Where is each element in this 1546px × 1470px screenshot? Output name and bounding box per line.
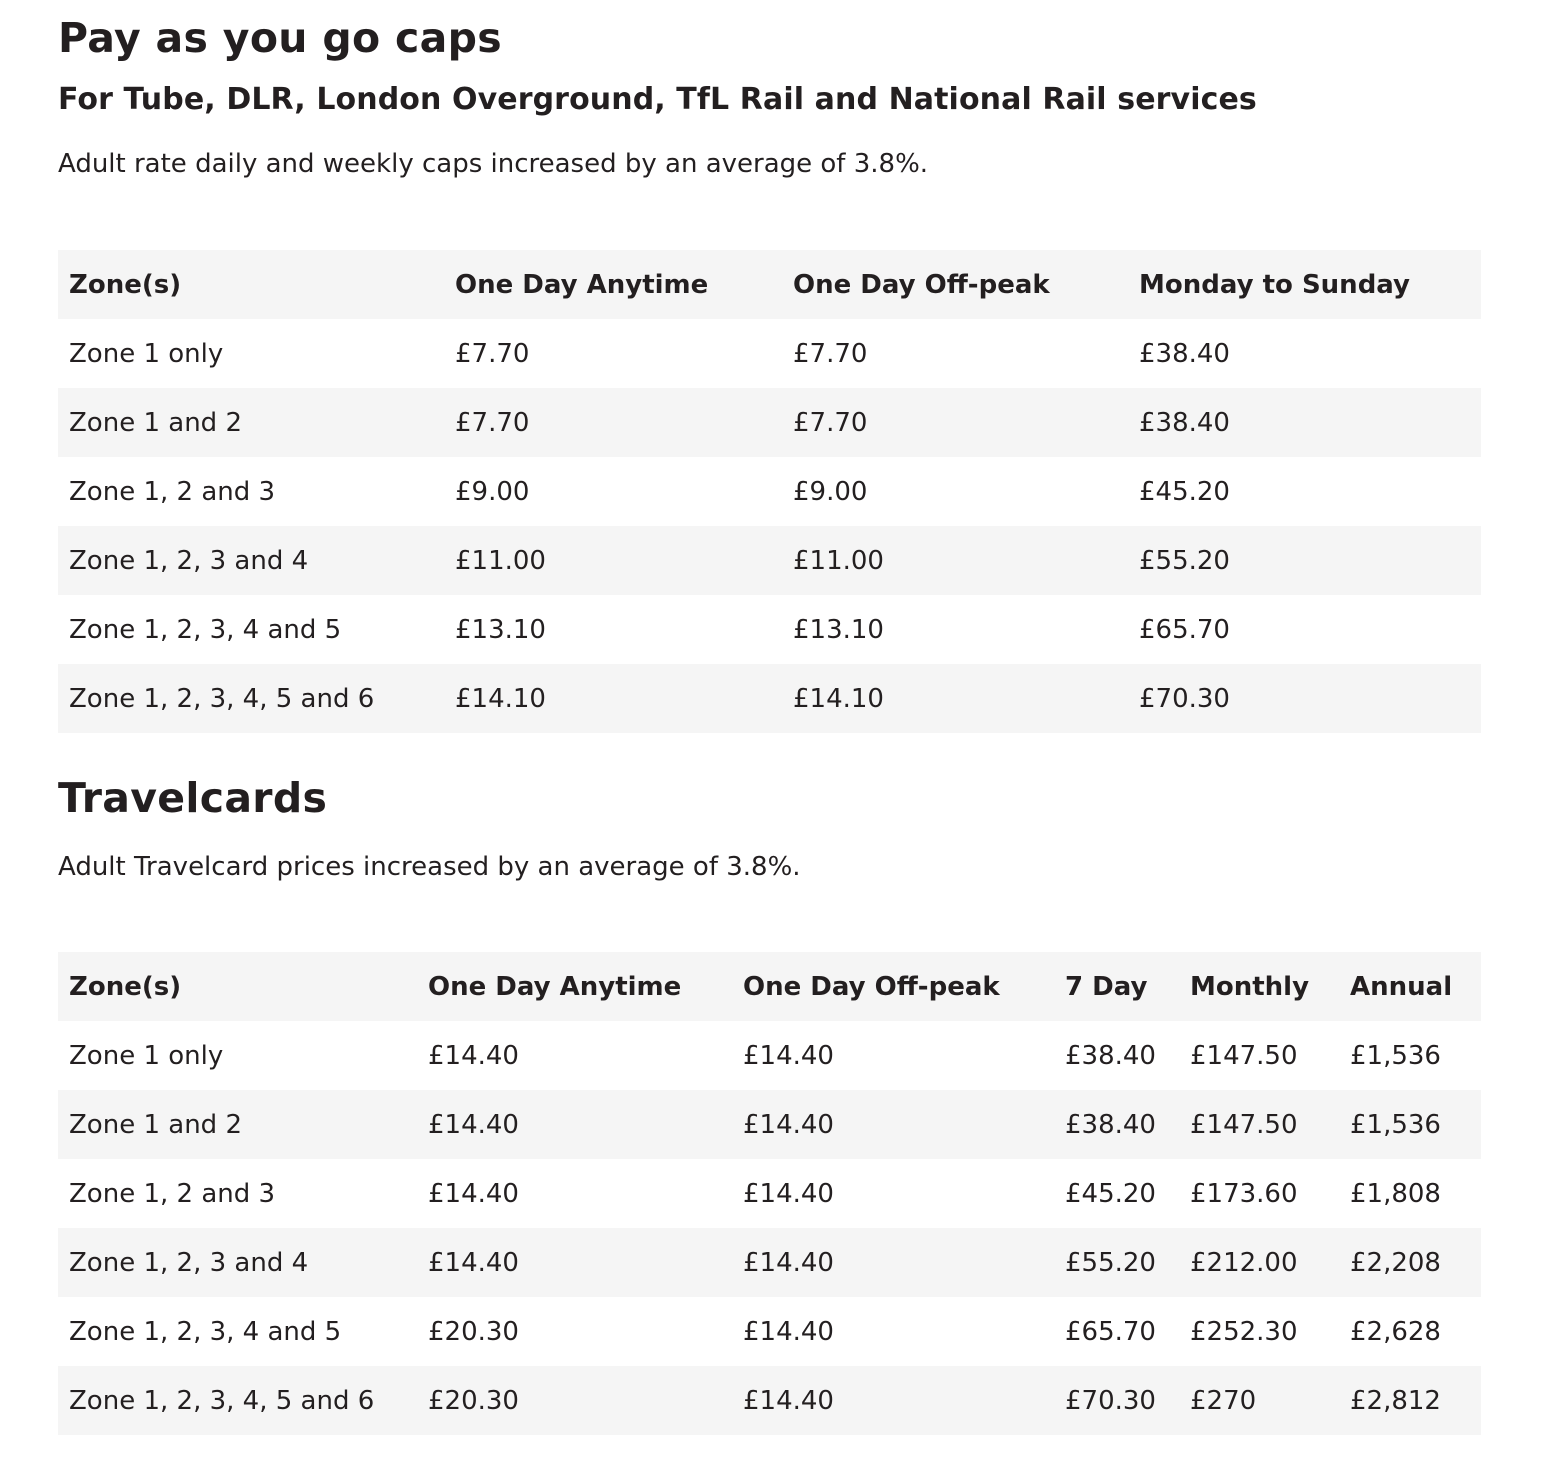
payg-caps-table [58, 250, 1481, 733]
zone-cell: Zone 1, 2, 3, 4, 5 and 6 [58, 664, 444, 733]
fare-cell: £212.00 [1179, 1228, 1339, 1297]
column-header: One Day Anytime [444, 250, 782, 319]
column-header: Annual [1339, 952, 1481, 1021]
table-row [58, 595, 1481, 664]
fare-cell: £7.70 [782, 388, 1128, 457]
fare-cell: £14.10 [782, 664, 1128, 733]
column-header: Zone(s) [58, 952, 417, 1021]
fare-cell: £13.10 [444, 595, 782, 664]
travelcards-intro: Adult Travelcard prices increased by an average of 3.8%. [58, 852, 801, 882]
travelcards-heading: Travelcards [58, 774, 328, 822]
zone-cell: Zone 1, 2, 3, 4, 5 and 6 [58, 1366, 417, 1435]
payg-caps-intro: Adult rate daily and weekly caps increased by an average of 3.8%. [58, 149, 929, 179]
fare-cell: £14.40 [417, 1090, 732, 1159]
zone-cell: Zone 1, 2 and 3 [58, 1159, 417, 1228]
fare-cell: £14.40 [732, 1159, 1054, 1228]
fare-cell: £70.30 [1128, 664, 1481, 733]
fare-cell: £1,808 [1339, 1159, 1481, 1228]
payg-caps-heading: Pay as you go caps [58, 14, 502, 62]
zone-cell: Zone 1, 2 and 3 [58, 457, 444, 526]
fare-cell: £14.40 [732, 1297, 1054, 1366]
fare-cell: £20.30 [417, 1366, 732, 1435]
fare-cell: £55.20 [1128, 526, 1481, 595]
table-row [58, 1228, 1481, 1297]
fare-cell: £2,628 [1339, 1297, 1481, 1366]
fare-cell: £65.70 [1128, 595, 1481, 664]
table-header-row [58, 250, 1481, 319]
zone-cell: Zone 1 and 2 [58, 1090, 417, 1159]
fare-cell: £45.20 [1054, 1159, 1179, 1228]
column-header: One Day Off-peak [732, 952, 1054, 1021]
fare-cell: £9.00 [444, 457, 782, 526]
column-header: 7 Day [1054, 952, 1179, 1021]
column-header: Monday to Sunday [1128, 250, 1481, 319]
fare-cell: £14.40 [732, 1021, 1054, 1090]
fare-cell: £14.40 [732, 1366, 1054, 1435]
fare-cell: £38.40 [1128, 388, 1481, 457]
zone-cell: Zone 1 and 2 [58, 388, 444, 457]
table-header-row [58, 952, 1481, 1021]
table-row [58, 664, 1481, 733]
fare-cell: £147.50 [1179, 1090, 1339, 1159]
fare-cell: £14.40 [732, 1090, 1054, 1159]
table-row [58, 388, 1481, 457]
fare-cell: £147.50 [1179, 1021, 1339, 1090]
fare-cell: £13.10 [782, 595, 1128, 664]
fare-cell: £7.70 [444, 388, 782, 457]
fare-cell: £270 [1179, 1366, 1339, 1435]
fare-cell: £2,812 [1339, 1366, 1481, 1435]
table-row [58, 1366, 1481, 1435]
fare-cell: £7.70 [444, 319, 782, 388]
column-header: One Day Off-peak [782, 250, 1128, 319]
table-row [58, 1021, 1481, 1090]
fare-cell: £14.40 [732, 1228, 1054, 1297]
payg-caps-subheading: For Tube, DLR, London Overground, TfL Rail and National Rail services [58, 82, 1257, 117]
table-row [58, 1090, 1481, 1159]
table-row [58, 319, 1481, 388]
zone-cell: Zone 1, 2, 3, 4 and 5 [58, 595, 444, 664]
column-header: One Day Anytime [417, 952, 732, 1021]
zone-cell: Zone 1, 2, 3, 4 and 5 [58, 1297, 417, 1366]
fare-cell: £252.30 [1179, 1297, 1339, 1366]
fare-cell: £14.10 [444, 664, 782, 733]
zone-cell: Zone 1, 2, 3 and 4 [58, 526, 444, 595]
travelcards-table [58, 952, 1481, 1435]
table-row [58, 526, 1481, 595]
fare-cell: £14.40 [417, 1159, 732, 1228]
table-row [58, 1297, 1481, 1366]
fare-cell: £7.70 [782, 319, 1128, 388]
fare-cell: £1,536 [1339, 1021, 1481, 1090]
fare-cell: £20.30 [417, 1297, 732, 1366]
fare-cell: £38.40 [1054, 1021, 1179, 1090]
table-row [58, 1159, 1481, 1228]
table-row [58, 457, 1481, 526]
fare-cell: £1,536 [1339, 1090, 1481, 1159]
fare-cell: £173.60 [1179, 1159, 1339, 1228]
zone-cell: Zone 1 only [58, 319, 444, 388]
fare-cell: £14.40 [417, 1228, 732, 1297]
zone-cell: Zone 1, 2, 3 and 4 [58, 1228, 417, 1297]
column-header: Zone(s) [58, 250, 444, 319]
fare-cell: £55.20 [1054, 1228, 1179, 1297]
fare-cell: £14.40 [417, 1021, 732, 1090]
zone-cell: Zone 1 only [58, 1021, 417, 1090]
fare-cell: £2,208 [1339, 1228, 1481, 1297]
column-header: Monthly [1179, 952, 1339, 1021]
fare-cell: £11.00 [782, 526, 1128, 595]
fare-cell: £70.30 [1054, 1366, 1179, 1435]
fare-cell: £65.70 [1054, 1297, 1179, 1366]
fare-cell: £38.40 [1128, 319, 1481, 388]
fare-cell: £38.40 [1054, 1090, 1179, 1159]
fare-cell: £11.00 [444, 526, 782, 595]
fare-cell: £9.00 [782, 457, 1128, 526]
fare-cell: £45.20 [1128, 457, 1481, 526]
